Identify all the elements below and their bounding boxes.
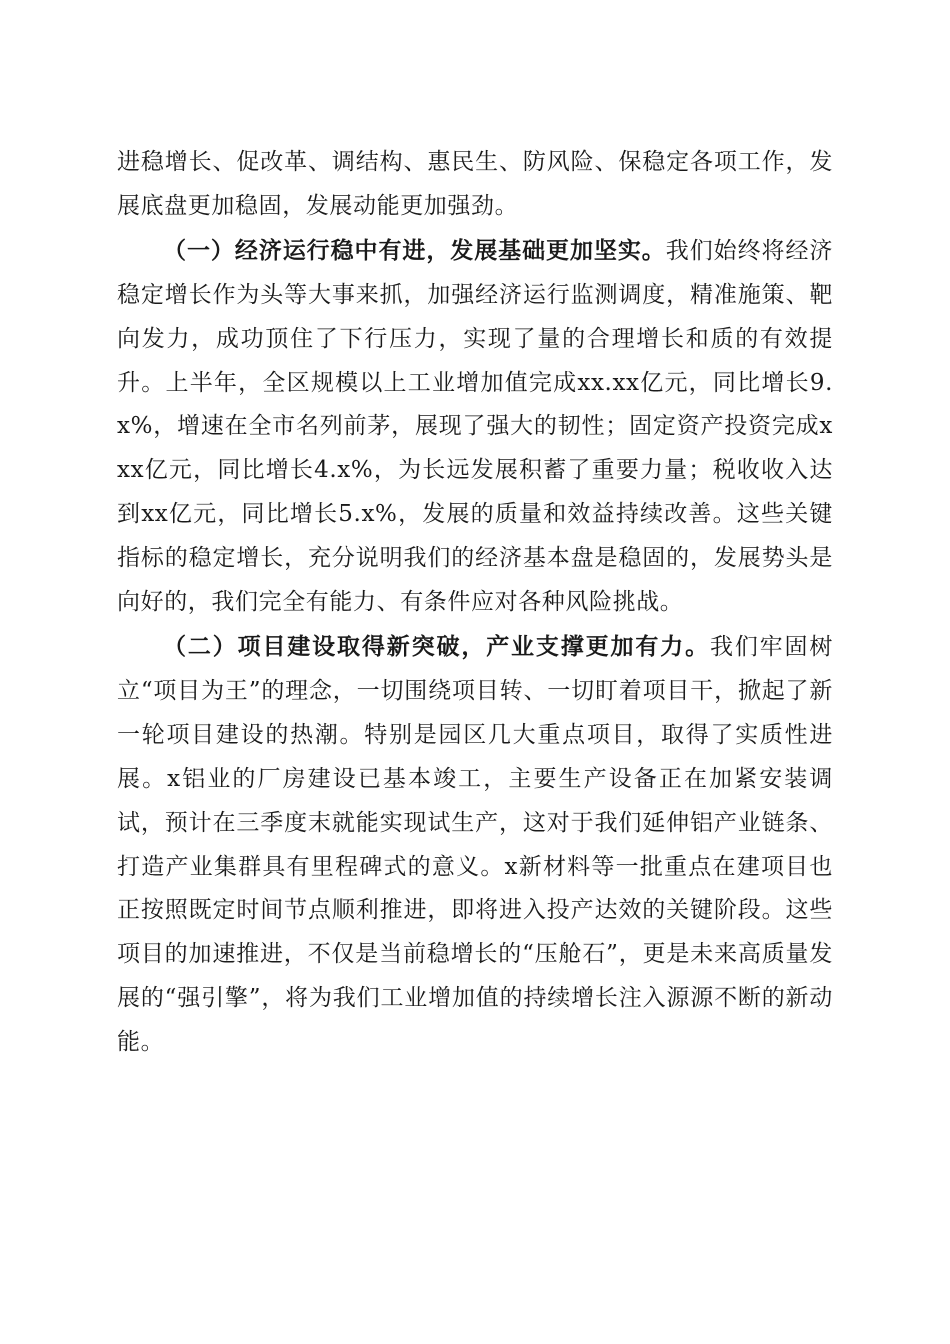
section-heading-projects: （二）项目建设取得新突破，产业支撑更加有力。 bbox=[163, 632, 710, 660]
paragraph-projects bbox=[117, 625, 833, 1065]
paragraph-body: 我们始终将经济稳定增长作为头等大事来抓，加强经济运行监测调度，精准施策、靶向发力，成功顶住了下行压力，实现了量的合理增长和质的有效提升。上半年，全区规模以上工业增加值完成xx.xx亿元，同比增长9.x%，增速在全市名列前茅，展现了强大的韧性；固定资产投资完成xxx亿元，同比增长4.x%，为长远发展积蓄了重要力量；税收收入达到xx亿元，同比增长5.x%，发展的质量和效益持续改善。这些关键指标的稳定增长，充分说明我们的经济基本盘是稳固的，发展势头是向好的，我们完全有能力、有条件应对各种风险挑战。 bbox=[117, 237, 833, 616]
paragraph-economy bbox=[117, 229, 833, 625]
section-heading-economy: （一）经济运行稳中有进，发展基础更加坚实。 bbox=[163, 236, 666, 264]
paragraph-body: 我们牢固树立“项目为王”的理念，一切围绕项目转、一切盯着项目干，掀起了新一轮项目建设的热潮。特别是园区几大重点项目，取得了实质性进展。x铝业的厂房建设已基本竣工，主要生产设备正在加紧安装调试，预计在三季度末就能实现试生产，这对于我们延伸铝产业链条、打造产业集群具有里程碑式的意义。x新材料等一批重点在建项目也正按照既定时间节点顺利推进，即将进入投产达效的关键阶段。这些项目的加速推进，不仅是当前稳增长的“压舱石”，更是未来高质量发展的“强引擎”，将为我们工业增加值的持续增长注入源源不断的新动能。 bbox=[117, 633, 833, 1056]
paragraph-body: 进稳增长、促改革、调结构、惠民生、防风险、保稳定各项工作，发展底盘更加稳固，发展动能更加强劲。 bbox=[117, 149, 833, 219]
document-page bbox=[117, 141, 833, 1065]
paragraph-intro bbox=[117, 141, 833, 229]
